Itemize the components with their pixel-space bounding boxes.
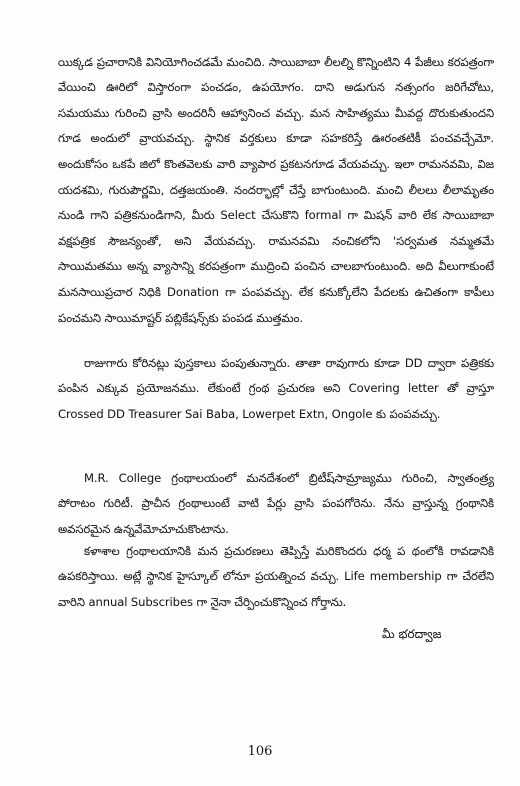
signature: మీ భరద్వాజ [382, 627, 442, 641]
page-number: 106 [247, 744, 273, 759]
paragraph-3: M.R. College గ్రంథాలయంలో మనదేశంలో బ్రిటీష్‌సామ్రాజ్యము గురించి, స్వాతంత్ర్య పోరాటం గురిటీ. ప్రాచీన గ్రంథాలుంటే వాటి పేర్లు వ్రాసి పంపగోరెను. నేను వ్రాస్తున్న గ్రంథానికి అవసరమైన ఉన్నవేమోచూచుకొంటాను. [58, 470, 494, 536]
paragraph-1: యిక్కడ ప్రచారానికి వినియోగించడమే మంచిది. సాయిబాబా లీలల్ని కొన్నింటిని 4 పేజీలు కరపత్రంగా వేయించి ఊరిలో విస్తారంగా పంచడం, ఉపయోగం. దాని అడుగున నత్సంగం జరిగేచోటు, సమయము గురించి వ్రాసి అందరినీ ఆహ్వానించ వచ్చు. మన సాహిత్యము మీవద్ద దొరుకుతుందని గూడ అందులో వ్రాయవచ్చు. స్థానిక వర్తకులు కూడా సహకరిస్తే ఊరంతటికీ పంచవచ్చేమో. అందుకోసం ఒకపే జిలో కొంతవెలకు వారి వ్యాపార ప్రకటనగూడ వేయవచ్చు. ఇలా రామనవమి, విజ యదశమి, గురుపౌర్ణమి, దత్తజయంతి. నందర్భాల్లో చేస్తే బాగుంటుంది. మంచి లీలలు లీలామృతం నుండి గాని పత్రికనుండిగాని, మీరు Select చేసుకొని formal గా మిషన్ వారి లేక సాయిబాబా వక్షపత్రిక సౌజన్యంతో, అని వేయవచ్చు. రామనవమి నంచికలోని 'సర్వమత నమ్మతమే సాయిమతము అన్న వ్యాసాన్ని కరపత్రంగా ముద్రించి పంచిన చాలబాగుంటుంది. అది వీలుగాకుంటే మనసాయిప్రచార నిధికి Donation గా పంపవచ్చు. లేక కనుక్కోలేని పేదలకు ఉచితంగా కాపీలు పంచమని సాయిమాష్టర్ పబ్లికేషన్స్‌కు పంపడ ముత్తమం. [58, 54, 494, 325]
paragraph-4: కళాశాల గ్రంథాలయానికి మన ప్రచురణలు తెప్పిస్తే మరికొందరు ధర్మ ప థంలోకి రావడానికి ఉపకరిస్తాయి. అట్లే స్థానిక హైస్కూల్ లోనూ ప్రయత్నించ వచ్చు. Life membership గా చేరలేని వారిని annual Subscribes గా నైనా చేర్పించుకొన్నించ గోర్తాను. [58, 543, 494, 609]
paragraph-2: రాజుగారు కోరినట్లు పుస్తకాలు పంపుతున్నారు. తాతా రావుగారు కూడా DD ద్వారా పత్రికకు పంపిన ఎక్కువ ప్రయోజనము. లేకుంటే గ్రంథ ప్రచురణ అని Covering letter తో వ్రాస్తూ Crossed DD Treasurer Sai Baba, Lowerpet Extn, Ongole కు పంపవచ్చు. [58, 355, 494, 421]
